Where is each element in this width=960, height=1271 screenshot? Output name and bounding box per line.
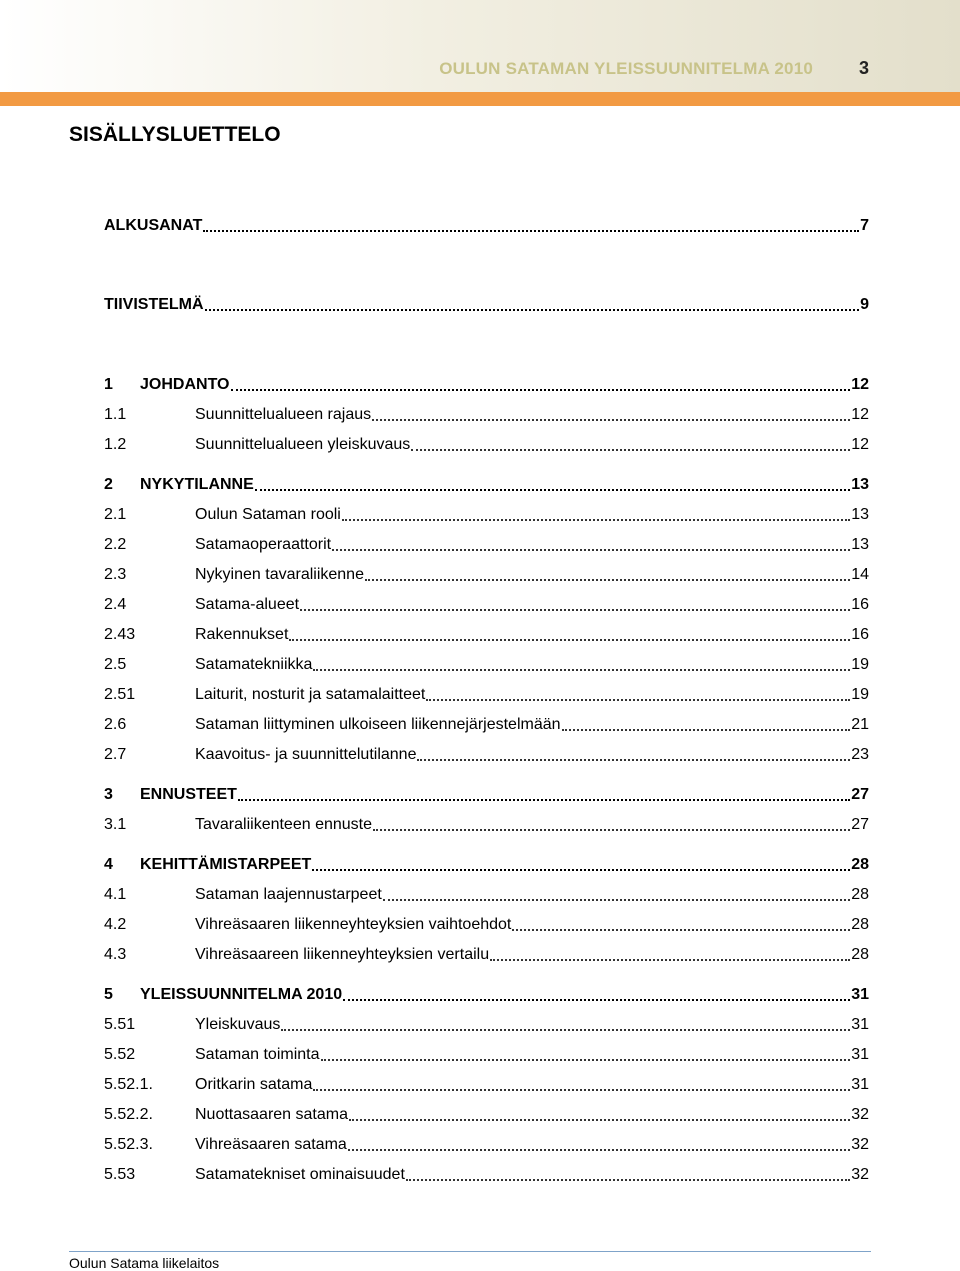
toc-entry[interactable]	[104, 293, 869, 317]
toc-dot-leader	[342, 518, 850, 521]
toc-entry-page: 16	[851, 626, 869, 643]
toc-entry-title: Nykyinen tavaraliikenne	[195, 566, 364, 583]
toc-entry-number: 2.3	[104, 566, 127, 583]
toc-entry-title: Satama-alueet	[195, 596, 300, 613]
toc-entry-title: ENNUSTEET	[140, 786, 237, 803]
toc-entry-number: 5.53	[104, 1166, 136, 1183]
toc-entry-page: 31	[851, 1046, 869, 1063]
toc-entry-page: 7	[860, 217, 869, 234]
toc-entry-number: 2.51	[104, 686, 136, 703]
toc-entry-page: 16	[851, 596, 869, 613]
toc-entry-number: 2.43	[104, 626, 136, 643]
toc-dot-leader	[205, 308, 860, 311]
toc-entry-page: 12	[851, 376, 869, 393]
toc-entry-number: 3.1	[104, 816, 127, 833]
toc-entry-title: Satamaoperaattorit	[195, 536, 332, 553]
toc-entry-number: 2.5	[104, 656, 127, 673]
toc-entry-page: 12	[851, 406, 869, 423]
toc-entry-page: 19	[851, 656, 869, 673]
toc-entry-number: 2.7	[104, 746, 127, 763]
toc-entry-title: Suunnittelualueen yleiskuvaus	[195, 436, 411, 453]
header-title: OULUN SATAMAN YLEISSUUNNITELMA 2010	[439, 59, 813, 78]
toc-entry-number: 2.2	[104, 536, 127, 553]
toc-entry[interactable]	[104, 913, 869, 937]
toc-entry-page: 31	[851, 1076, 869, 1093]
toc-entry-title: NYKYTILANNE	[140, 476, 254, 493]
toc-entry-title: Tavaraliikenteen ennuste	[195, 816, 373, 833]
toc-entry[interactable]	[104, 1013, 869, 1037]
toc-dot-leader	[372, 418, 850, 421]
toc-entry-title: Yleiskuvaus	[195, 1016, 281, 1033]
toc-entry[interactable]	[104, 813, 869, 837]
toc-entry-number: 4.2	[104, 916, 127, 933]
toc-entry[interactable]	[104, 853, 869, 877]
toc-entry-page: 28	[851, 916, 869, 933]
toc-entry-title: ALKUSANAT	[104, 217, 203, 234]
toc-entry[interactable]	[104, 1103, 869, 1127]
toc-entry[interactable]	[104, 214, 869, 238]
toc-entry-title: Vihreäsaaren liikenneyhteyksien vaihtoehdot	[195, 916, 512, 933]
toc-entry-title: Suunnittelualueen rajaus	[195, 406, 372, 423]
toc-entry[interactable]	[104, 503, 869, 527]
toc-entry[interactable]	[104, 403, 869, 427]
toc-entry-title: Sataman toiminta	[195, 1046, 320, 1063]
toc-entry-number: 5.52.3.	[104, 1136, 153, 1153]
toc-entry-page: 12	[851, 436, 869, 453]
toc-entry-number: 1	[104, 376, 113, 393]
toc-dot-leader	[490, 958, 850, 961]
toc-entry-title: YLEISSUUNNITELMA 2010	[140, 986, 343, 1003]
toc-dot-leader	[411, 448, 850, 451]
toc-entry-page: 14	[851, 566, 869, 583]
toc-entry-title: Satamatekniikka	[195, 656, 313, 673]
toc-entry[interactable]	[104, 593, 869, 617]
toc-dot-leader	[417, 758, 850, 761]
toc-dot-leader	[365, 578, 850, 581]
toc-dot-leader	[281, 1028, 850, 1031]
toc-entry-title: Kaavoitus- ja suunnittelutilanne	[195, 746, 417, 763]
toc-dot-leader	[332, 548, 850, 551]
toc-entry[interactable]	[104, 1163, 869, 1187]
toc-entry-number: 1.2	[104, 436, 127, 453]
toc-entry-page: 9	[860, 296, 869, 313]
toc-entry-title: Oulun Sataman rooli	[195, 506, 341, 523]
footer-text: Oulun Satama liikelaitos	[69, 1255, 220, 1271]
toc-entry-page: 32	[851, 1136, 869, 1153]
toc-entry-page: 13	[851, 536, 869, 553]
toc-entry-title: Satamatekniset ominaisuudet	[195, 1166, 405, 1183]
toc-entry[interactable]	[104, 943, 869, 967]
toc-entry[interactable]	[104, 473, 869, 497]
toc-dot-leader	[406, 1178, 850, 1181]
toc-entry-page: 28	[851, 886, 869, 903]
toc-entry-title: Vihreäsaareen liikenneyhteyksien vertailu	[195, 946, 490, 963]
toc-entry-page: 28	[851, 856, 869, 873]
toc-entry-page: 19	[851, 686, 869, 703]
toc-entry-page: 31	[851, 986, 869, 1003]
toc-entry-number: 5.51	[104, 1016, 136, 1033]
toc-entry-number: 2	[104, 476, 113, 493]
toc-dot-leader	[300, 608, 850, 611]
toc-entry[interactable]	[104, 623, 869, 647]
toc-entry-number: 3	[104, 786, 113, 803]
toc-entry-number: 4.1	[104, 886, 127, 903]
toc-dot-leader	[321, 1058, 851, 1061]
toc-dot-leader	[373, 828, 850, 831]
toc-entry-page: 32	[851, 1106, 869, 1123]
toc-entry[interactable]	[104, 373, 869, 397]
toc-entry[interactable]	[104, 1133, 869, 1157]
toc-dot-leader	[343, 998, 850, 1001]
toc-entry-number: 2.4	[104, 596, 127, 613]
toc-dot-leader	[512, 928, 850, 931]
toc-entry[interactable]	[104, 743, 869, 767]
toc-entry-page: 13	[851, 476, 869, 493]
toc-entry-number: 5.52	[104, 1046, 136, 1063]
toc-dot-leader	[312, 868, 850, 871]
toc-entry-page: 32	[851, 1166, 869, 1183]
toc-entry-number: 5.52.1.	[104, 1076, 153, 1093]
toc-entry-page: 27	[851, 816, 869, 833]
toc-entry-title: Vihreäsaaren satama	[195, 1136, 347, 1153]
page-title: SISÄLLYSLUETTELO	[69, 123, 281, 146]
toc-dot-leader	[349, 1118, 850, 1121]
toc-entry-page: 27	[851, 786, 869, 803]
toc-dot-leader	[255, 488, 850, 491]
toc-dot-leader	[203, 229, 859, 232]
toc-entry[interactable]	[104, 883, 869, 907]
toc-dot-leader	[383, 898, 850, 901]
toc-entry-title: Laiturit, nosturit ja satamalaitteet	[195, 686, 426, 703]
toc-dot-leader	[426, 698, 850, 701]
toc-entry-title: Nuottasaaren satama	[195, 1106, 348, 1123]
toc-dot-leader	[313, 1088, 850, 1091]
toc-entry[interactable]	[104, 783, 869, 807]
toc-entry-title: Sataman laajennustarpeet	[195, 886, 382, 903]
toc-entry-number: 5.52.2.	[104, 1106, 153, 1123]
toc-entry-number: 4.3	[104, 946, 127, 963]
toc-dot-leader	[289, 638, 850, 641]
toc-entry-title: TIIVISTELMÄ	[104, 296, 204, 313]
header-divider	[0, 92, 960, 106]
header-page-number: 3	[858, 58, 869, 78]
toc-entry-title: Oritkarin satama	[195, 1076, 313, 1093]
toc-entry[interactable]	[104, 1043, 869, 1067]
toc-entry-title: Rakennukset	[195, 626, 289, 643]
toc-entry-number: 5	[104, 986, 113, 1003]
toc-entry-page: 28	[851, 946, 869, 963]
toc-dot-leader	[562, 728, 851, 731]
footer-divider	[69, 1251, 871, 1252]
toc-dot-leader	[231, 388, 851, 391]
toc-entry-number: 1.1	[104, 406, 127, 423]
toc-entry[interactable]	[104, 533, 869, 557]
toc-entry[interactable]	[104, 983, 869, 1007]
toc-entry-number: 2.6	[104, 716, 127, 733]
toc-entry-number: 4	[104, 856, 113, 873]
toc-entry[interactable]	[104, 713, 869, 737]
toc-dot-leader	[238, 798, 850, 801]
toc-entry[interactable]	[104, 653, 869, 677]
toc-entry-title: KEHITTÄMISTARPEET	[140, 856, 312, 873]
toc-entry[interactable]	[104, 1073, 869, 1097]
toc-entry-page: 13	[851, 506, 869, 523]
toc-dot-leader	[348, 1148, 850, 1151]
toc-entry[interactable]	[104, 563, 869, 587]
toc-entry-title: JOHDANTO	[140, 376, 230, 393]
toc-dot-leader	[313, 668, 850, 671]
toc-entry-title: Sataman liittyminen ulkoiseen liikennejärjestelmään	[195, 716, 561, 733]
toc-entry-page: 31	[851, 1016, 869, 1033]
toc-entry-page: 23	[851, 746, 869, 763]
toc-entry[interactable]	[104, 433, 869, 457]
toc-entry[interactable]	[104, 683, 869, 707]
toc-entry-number: 2.1	[104, 506, 127, 523]
toc-entry-page: 21	[851, 716, 869, 733]
